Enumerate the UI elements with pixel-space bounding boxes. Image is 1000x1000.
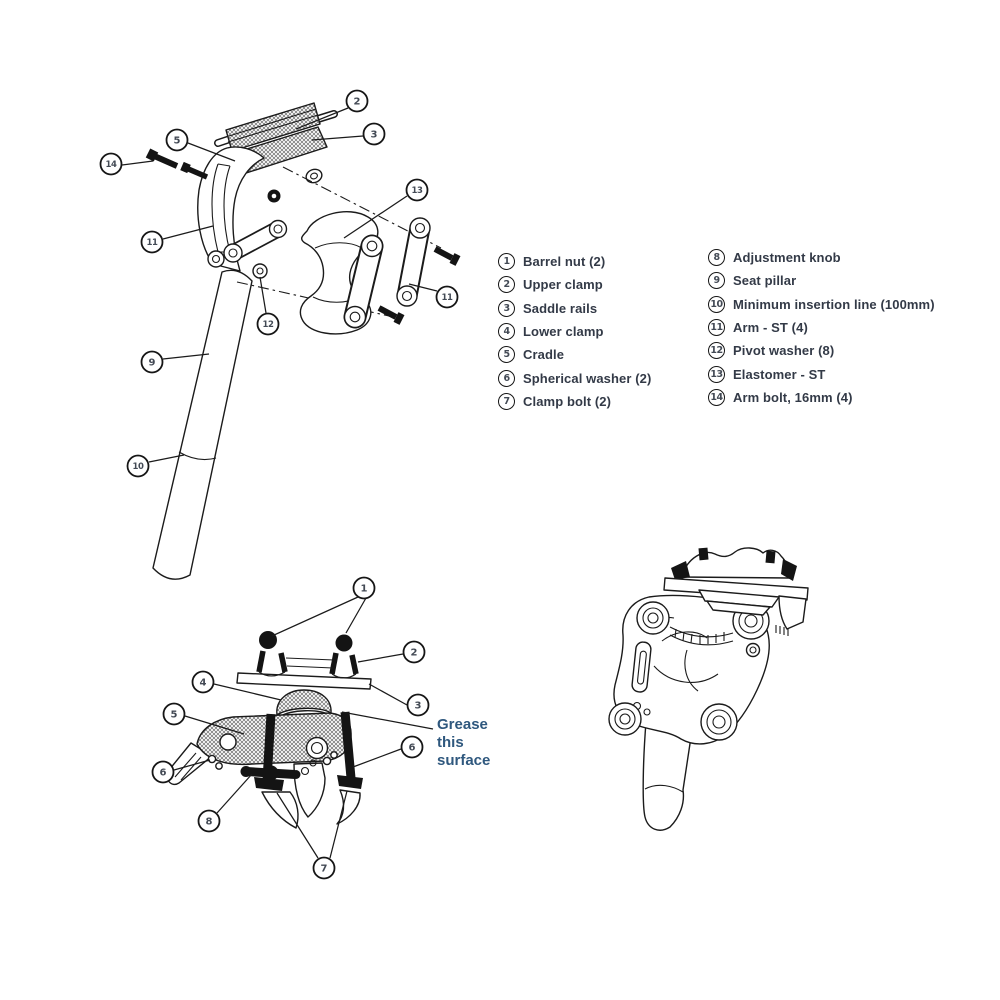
- legend-item-label: Cradle: [523, 347, 565, 363]
- assembled-head-diagram: [609, 548, 808, 831]
- callout: [142, 232, 163, 253]
- callout: [258, 314, 279, 335]
- legend-item-number-badge: 8: [708, 249, 725, 266]
- legend-item-number-badge: 12: [708, 342, 725, 359]
- svg-text:13: 13: [411, 186, 423, 196]
- legend-item-label: Saddle rails: [523, 300, 598, 316]
- legend-item: [708, 316, 935, 339]
- legend-item-number-badge: 14: [708, 389, 725, 406]
- svg-text:10: 10: [132, 462, 144, 472]
- callout: [404, 642, 425, 663]
- legend-item-number-badge: 9: [708, 272, 725, 289]
- legend-item-number-badge: 10: [708, 296, 725, 313]
- legend-item-number-badge: 3: [498, 300, 515, 317]
- svg-text:11: 11: [441, 293, 453, 303]
- svg-text:2: 2: [410, 647, 418, 659]
- legend-item: [708, 362, 935, 385]
- legend-item-label: Adjustment knob: [733, 250, 841, 266]
- legend-item-label: Pivot washer (8): [733, 343, 835, 359]
- seat-pillar-drawing: [153, 270, 252, 579]
- svg-text:4: 4: [199, 677, 207, 689]
- legend-item-number-badge: 2: [498, 276, 515, 293]
- svg-text:5: 5: [170, 709, 178, 721]
- legend-item: [498, 320, 651, 343]
- callout: [199, 811, 220, 832]
- grease-annotation-line: surface: [437, 752, 491, 769]
- callout: [167, 130, 188, 151]
- legend-item-label: Arm - ST (4): [733, 320, 808, 336]
- legend-item-label: Seat pillar: [733, 273, 797, 289]
- callout: [142, 352, 163, 373]
- legend-item: [708, 339, 935, 362]
- grease-annotation-line: this: [437, 734, 464, 751]
- legend-item: [498, 366, 651, 389]
- legend-item-number-badge: 13: [708, 366, 725, 383]
- svg-text:8: 8: [205, 816, 213, 828]
- saddle-rails-bar-drawing: [237, 673, 371, 689]
- legend-item-number-badge: 11: [708, 319, 725, 336]
- grease-annotation-line: Grease: [437, 716, 488, 733]
- legend-item: [498, 390, 651, 413]
- callout: [354, 578, 375, 599]
- svg-text:14: 14: [105, 160, 117, 170]
- legend-item-label: Elastomer - ST: [733, 366, 826, 382]
- legend-item-label: Arm bolt, 16mm (4): [733, 389, 853, 405]
- svg-text:11: 11: [146, 238, 158, 248]
- svg-text:5: 5: [173, 135, 181, 147]
- svg-text:3: 3: [370, 129, 378, 141]
- grease-annotation: [437, 716, 490, 770]
- legend-column-1: [498, 250, 651, 413]
- legend-item-label: Minimum insertion line (100mm): [733, 296, 935, 312]
- svg-text:7: 7: [320, 863, 328, 875]
- svg-text:9: 9: [148, 357, 156, 369]
- legend-item-label: Barrel nut (2): [523, 254, 606, 270]
- legend-item: [708, 386, 935, 409]
- callout: [193, 672, 214, 693]
- callout: [101, 154, 122, 175]
- legend-item-label: Upper clamp: [523, 277, 603, 293]
- cradle-assembly-diagram: [153, 578, 434, 879]
- legend-item-number-badge: 5: [498, 346, 515, 363]
- legend-item: [708, 269, 935, 292]
- callout: [314, 858, 335, 879]
- legend-item-number-badge: 6: [498, 370, 515, 387]
- legend-item-number-badge: 7: [498, 393, 515, 410]
- exploded-head-diagram: [101, 91, 459, 580]
- callout: [402, 737, 423, 758]
- callout: [407, 180, 428, 201]
- callout: [153, 762, 174, 783]
- svg-text:6: 6: [408, 742, 416, 754]
- svg-text:6: 6: [159, 767, 167, 779]
- legend-item-label: Spherical washer (2): [523, 370, 652, 386]
- legend-item-number-badge: 4: [498, 323, 515, 340]
- legend-item-number-badge: 1: [498, 253, 515, 270]
- callout: [128, 456, 149, 477]
- legend-item-label: Clamp bolt (2): [523, 393, 612, 409]
- legend-item: [498, 273, 651, 296]
- barrel-nuts-drawing: [259, 631, 353, 652]
- legend-item: [708, 246, 935, 269]
- legend-item-label: Lower clamp: [523, 324, 604, 340]
- legend-item: [498, 343, 651, 366]
- callout: [437, 287, 458, 308]
- legend-item: [498, 297, 651, 320]
- legend-column-2: [708, 246, 935, 409]
- callout: [164, 704, 185, 725]
- callout: [364, 124, 385, 145]
- arm-bolts-left-drawing: [148, 153, 207, 177]
- svg-text:1: 1: [360, 583, 368, 595]
- adjustment-knob-drawing: [241, 766, 301, 781]
- callout: [347, 91, 368, 112]
- legend-item: [498, 250, 651, 273]
- svg-text:2: 2: [353, 96, 361, 108]
- callout: [408, 695, 429, 716]
- legend-item: [708, 293, 935, 316]
- svg-text:12: 12: [262, 320, 274, 330]
- svg-text:3: 3: [414, 700, 422, 712]
